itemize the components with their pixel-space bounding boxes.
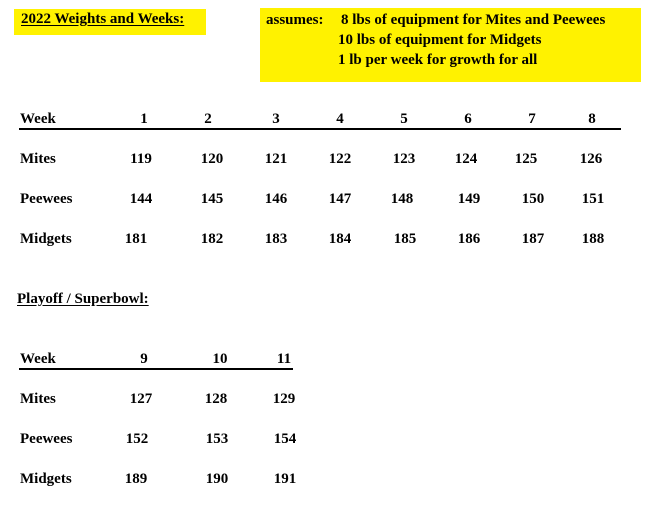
row-label-peewees: Peewees [20, 431, 73, 447]
weight-cell: 152 [125, 431, 149, 447]
week-number: 1 [140, 111, 148, 127]
page-title: 2022 Weights and Weeks: [21, 11, 185, 27]
weight-cell: 128 [204, 391, 228, 407]
weight-cell: 188 [581, 231, 605, 247]
weight-cell: 191 [273, 471, 297, 487]
weight-cell: 119 [130, 151, 152, 167]
row-label-mites: Mites [20, 151, 56, 167]
weight-cell: 151 [581, 191, 605, 207]
weight-cell: 144 [129, 191, 153, 207]
weight-cell: 150 [521, 191, 545, 207]
weight-cell: 186 [457, 231, 481, 247]
week-number: 2 [204, 111, 212, 127]
weight-cell: 184 [328, 231, 352, 247]
week-number: 5 [400, 111, 408, 127]
weight-cell: 153 [205, 431, 229, 447]
weight-cell: 185 [393, 231, 417, 247]
week-number: 6 [464, 111, 472, 127]
row-label-peewees: Peewees [20, 191, 73, 207]
weight-cell: 147 [328, 191, 352, 207]
weight-cell: 154 [273, 431, 297, 447]
playoff-header-underline [19, 368, 293, 370]
weight-cell: 181 [124, 231, 148, 247]
week-number: 9 [140, 351, 148, 367]
playoff-heading: Playoff / Superbowl: [17, 291, 149, 307]
week-header-label: Week [20, 111, 56, 127]
weight-cell: 183 [264, 231, 288, 247]
row-label-mites: Mites [20, 391, 56, 407]
assumption-line-1: 8 lbs of equipment for Mites and Peewees [341, 12, 606, 28]
weight-cell: 148 [390, 191, 414, 207]
weight-cell: 126 [579, 151, 603, 167]
week-header-label: Week [20, 351, 56, 367]
week-number: 11 [276, 351, 292, 367]
weight-cell: 145 [200, 191, 224, 207]
weight-cell: 190 [205, 471, 229, 487]
weight-cell: 123 [392, 151, 416, 167]
weight-cell: 149 [457, 191, 481, 207]
weight-cell: 129 [272, 391, 296, 407]
weight-cell: 187 [521, 231, 545, 247]
weight-cell: 124 [454, 151, 478, 167]
weight-cell: 127 [129, 391, 153, 407]
row-label-midgets: Midgets [20, 471, 72, 487]
weight-cell: 146 [264, 191, 288, 207]
week-number: 3 [272, 111, 280, 127]
weight-cell: 120 [200, 151, 224, 167]
week-number: 4 [336, 111, 344, 127]
weight-cell: 189 [124, 471, 148, 487]
week-number: 10 [212, 351, 228, 367]
header-underline [19, 128, 621, 130]
weight-cell: 121 [264, 151, 288, 167]
assumes-label: assumes: [266, 12, 324, 28]
weight-cell: 122 [328, 151, 352, 167]
weight-cell: 125 [514, 151, 538, 167]
week-number: 7 [528, 111, 536, 127]
row-label-midgets: Midgets [20, 231, 72, 247]
assumption-line-3: 1 lb per week for growth for all [338, 52, 538, 68]
week-number: 8 [588, 111, 596, 127]
assumption-line-2: 10 lbs of equipment for Midgets [338, 32, 542, 48]
weight-cell: 182 [200, 231, 224, 247]
